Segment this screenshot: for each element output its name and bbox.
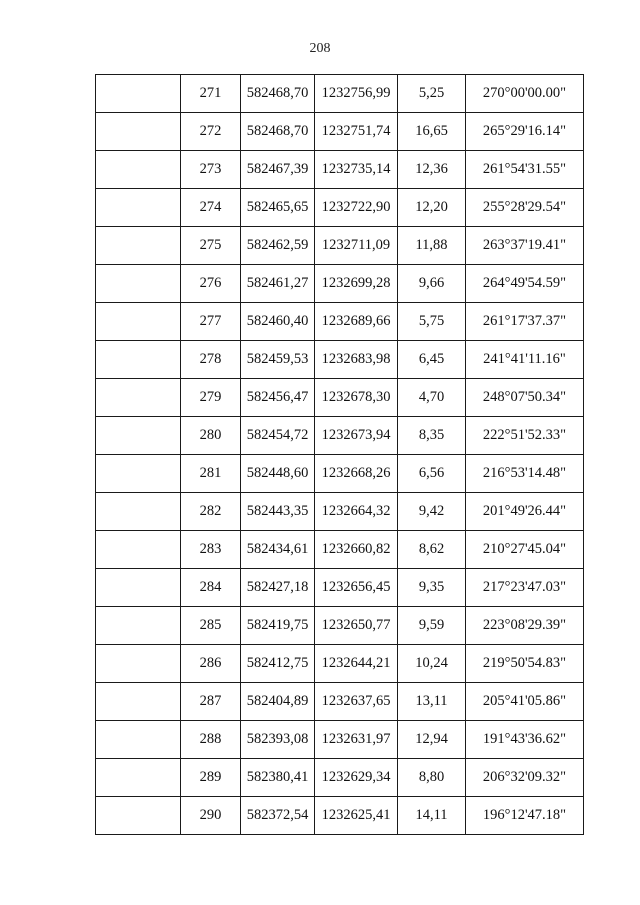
empty-cell (96, 341, 181, 379)
x-coordinate-cell-text: 582380,41 (246, 769, 309, 785)
y-coordinate-cell-text: 1232756,99 (321, 85, 391, 101)
empty-cell (96, 493, 181, 531)
direction-angle-cell (466, 455, 584, 493)
distance-cell-text: 10,24 (415, 655, 448, 671)
direction-angle-cell (466, 151, 584, 189)
x-coordinate-cell (241, 341, 315, 379)
table-row (96, 151, 584, 189)
y-coordinate-cell-text: 1232660,82 (321, 541, 391, 557)
empty-cell (96, 721, 181, 759)
direction-angle-cell (466, 645, 584, 683)
distance-cell (398, 493, 466, 531)
direction-angle-cell-text: 241°41'11.16" (483, 351, 566, 367)
direction-angle-cell (466, 683, 584, 721)
y-coordinate-cell (315, 227, 398, 265)
point-number-cell-text: 279 (199, 389, 222, 405)
y-coordinate-cell (315, 75, 398, 113)
point-number-cell-text: 275 (199, 237, 222, 253)
point-number-cell-text: 274 (199, 199, 222, 215)
point-number-cell (181, 417, 241, 455)
y-coordinate-cell-text: 1232644,21 (321, 655, 391, 671)
y-coordinate-cell-text: 1232735,14 (321, 161, 391, 177)
x-coordinate-cell-text: 582467,39 (246, 161, 309, 177)
direction-angle-cell-text: 223°08'29.39" (482, 617, 567, 633)
point-number-cell (181, 797, 241, 835)
empty-cell (96, 455, 181, 493)
table-row (96, 455, 584, 493)
distance-cell-text: 5,25 (418, 85, 445, 101)
y-coordinate-cell (315, 265, 398, 303)
table-row (96, 683, 584, 721)
x-coordinate-cell (241, 607, 315, 645)
x-coordinate-cell (241, 227, 315, 265)
direction-angle-cell (466, 265, 584, 303)
y-coordinate-cell-text: 1232678,30 (321, 389, 391, 405)
table-row (96, 189, 584, 227)
point-number-cell (181, 151, 241, 189)
distance-cell-text: 8,62 (418, 541, 445, 557)
y-coordinate-cell-text: 1232699,28 (321, 275, 391, 291)
distance-cell (398, 303, 466, 341)
direction-angle-cell (466, 303, 584, 341)
distance-cell (398, 113, 466, 151)
point-number-cell (181, 341, 241, 379)
empty-cell (96, 379, 181, 417)
distance-cell-text: 14,11 (415, 807, 448, 823)
point-number-cell (181, 113, 241, 151)
direction-angle-cell-text: 191°43'36.62" (482, 731, 567, 747)
page-number: 208 (309, 41, 331, 56)
table-row (96, 303, 584, 341)
point-number-cell-text: 281 (199, 465, 222, 481)
y-coordinate-cell (315, 151, 398, 189)
point-number-cell-text: 280 (199, 427, 222, 443)
point-number-cell-text: 282 (199, 503, 222, 519)
point-number-cell (181, 75, 241, 113)
table-row (96, 721, 584, 759)
y-coordinate-cell-text: 1232689,66 (321, 313, 391, 329)
x-coordinate-cell-text: 582468,70 (246, 85, 309, 101)
distance-cell-text: 4,70 (418, 389, 445, 405)
point-number-cell-text: 286 (199, 655, 222, 671)
point-number-cell (181, 531, 241, 569)
point-number-cell-text: 272 (199, 123, 222, 139)
direction-angle-cell (466, 531, 584, 569)
distance-cell (398, 683, 466, 721)
distance-cell (398, 227, 466, 265)
direction-angle-cell (466, 569, 584, 607)
x-coordinate-cell (241, 759, 315, 797)
point-number-cell (181, 455, 241, 493)
y-coordinate-cell-text: 1232637,65 (321, 693, 391, 709)
x-coordinate-cell (241, 569, 315, 607)
distance-cell (398, 759, 466, 797)
distance-cell-text: 9,35 (418, 579, 445, 595)
point-number-cell (181, 607, 241, 645)
direction-angle-cell-text: 219°50'54.83" (482, 655, 567, 671)
distance-cell (398, 265, 466, 303)
point-number-cell-text: 290 (199, 807, 222, 823)
x-coordinate-cell (241, 265, 315, 303)
x-coordinate-cell (241, 151, 315, 189)
distance-cell (398, 379, 466, 417)
point-number-cell (181, 265, 241, 303)
direction-angle-cell (466, 759, 584, 797)
direction-angle-cell-text: 196°12'47.18" (482, 807, 567, 823)
table-row (96, 493, 584, 531)
point-number-cell-text: 283 (199, 541, 222, 557)
y-coordinate-cell (315, 341, 398, 379)
direction-angle-cell-text: 201°49'26.44" (482, 503, 567, 519)
table-row (96, 75, 584, 113)
distance-cell (398, 189, 466, 227)
point-number-cell-text: 288 (199, 731, 222, 747)
distance-cell (398, 531, 466, 569)
y-coordinate-cell-text: 1232722,90 (321, 199, 391, 215)
x-coordinate-cell (241, 75, 315, 113)
direction-angle-cell-text: 265°29'16.14" (482, 123, 567, 139)
table-row (96, 759, 584, 797)
empty-cell (96, 189, 181, 227)
direction-angle-cell (466, 417, 584, 455)
direction-angle-cell-text: 206°32'09.32" (482, 769, 567, 785)
x-coordinate-cell (241, 531, 315, 569)
direction-angle-cell (466, 797, 584, 835)
table-row (96, 341, 584, 379)
y-coordinate-cell (315, 797, 398, 835)
y-coordinate-cell-text: 1232650,77 (321, 617, 391, 633)
direction-angle-cell-text: 217°23'47.03" (482, 579, 567, 595)
empty-cell (96, 759, 181, 797)
x-coordinate-cell (241, 455, 315, 493)
x-coordinate-cell-text: 582434,61 (246, 541, 309, 557)
direction-angle-cell-text: 263°37'19.41" (482, 237, 567, 253)
x-coordinate-cell-text: 582412,75 (246, 655, 309, 671)
x-coordinate-cell (241, 645, 315, 683)
x-coordinate-cell (241, 303, 315, 341)
table-row (96, 227, 584, 265)
x-coordinate-cell-text: 582459,53 (246, 351, 309, 367)
y-coordinate-cell-text: 1232751,74 (321, 123, 391, 139)
distance-cell (398, 341, 466, 379)
direction-angle-cell-text: 216°53'14.48" (482, 465, 567, 481)
direction-angle-cell (466, 607, 584, 645)
distance-cell-text: 9,66 (418, 275, 445, 291)
point-number-cell-text: 273 (199, 161, 222, 177)
x-coordinate-cell (241, 113, 315, 151)
direction-angle-cell-text: 261°54'31.55" (482, 161, 567, 177)
empty-cell (96, 531, 181, 569)
distance-cell-text: 11,88 (415, 237, 448, 253)
direction-angle-cell (466, 493, 584, 531)
x-coordinate-cell (241, 797, 315, 835)
distance-cell (398, 797, 466, 835)
table-row (96, 797, 584, 835)
distance-cell-text: 12,20 (415, 199, 448, 215)
direction-angle-cell-text: 205°41'05.86" (482, 693, 567, 709)
y-coordinate-cell (315, 759, 398, 797)
table-row (96, 569, 584, 607)
x-coordinate-cell-text: 582372,54 (246, 807, 309, 823)
point-number-cell (181, 645, 241, 683)
point-number-cell (181, 759, 241, 797)
coordinates-table-body (96, 75, 584, 835)
x-coordinate-cell (241, 417, 315, 455)
point-number-cell (181, 493, 241, 531)
x-coordinate-cell-text: 582419,75 (246, 617, 309, 633)
distance-cell-text: 13,11 (415, 693, 448, 709)
x-coordinate-cell-text: 582462,59 (246, 237, 309, 253)
table-row (96, 417, 584, 455)
point-number-cell (181, 721, 241, 759)
x-coordinate-cell (241, 493, 315, 531)
empty-cell (96, 265, 181, 303)
distance-cell-text: 9,59 (418, 617, 445, 633)
direction-angle-cell-text: 270°00'00.00" (482, 85, 567, 101)
distance-cell (398, 455, 466, 493)
direction-angle-cell-text: 261°17'37.37" (482, 313, 567, 329)
distance-cell (398, 569, 466, 607)
table-row (96, 113, 584, 151)
x-coordinate-cell-text: 582461,27 (246, 275, 309, 291)
direction-angle-cell-text: 264°49'54.59" (482, 275, 567, 291)
point-number-cell (181, 569, 241, 607)
distance-cell (398, 417, 466, 455)
y-coordinate-cell-text: 1232664,32 (321, 503, 391, 519)
point-number-cell (181, 303, 241, 341)
x-coordinate-cell-text: 582454,72 (246, 427, 309, 443)
distance-cell-text: 6,45 (418, 351, 445, 367)
x-coordinate-cell (241, 721, 315, 759)
distance-cell (398, 607, 466, 645)
y-coordinate-cell (315, 607, 398, 645)
direction-angle-cell-text: 210°27'45.04" (482, 541, 567, 557)
x-coordinate-cell (241, 189, 315, 227)
x-coordinate-cell (241, 683, 315, 721)
empty-cell (96, 645, 181, 683)
x-coordinate-cell-text: 582448,60 (246, 465, 309, 481)
y-coordinate-cell (315, 569, 398, 607)
direction-angle-cell (466, 113, 584, 151)
y-coordinate-cell (315, 493, 398, 531)
y-coordinate-cell (315, 455, 398, 493)
distance-cell-text: 12,36 (415, 161, 448, 177)
distance-cell-text: 6,56 (418, 465, 445, 481)
point-number-cell (181, 189, 241, 227)
empty-cell (96, 797, 181, 835)
direction-angle-cell-text: 222°51'52.33" (482, 427, 567, 443)
point-number-cell-text: 278 (199, 351, 222, 367)
direction-angle-cell (466, 721, 584, 759)
point-number-cell-text: 287 (199, 693, 222, 709)
direction-angle-cell (466, 341, 584, 379)
table-row (96, 379, 584, 417)
coordinates-table (95, 74, 584, 835)
point-number-cell-text: 277 (199, 313, 222, 329)
point-number-cell-text: 276 (199, 275, 222, 291)
table-row (96, 645, 584, 683)
x-coordinate-cell-text: 582468,70 (246, 123, 309, 139)
x-coordinate-cell-text: 582443,35 (246, 503, 309, 519)
y-coordinate-cell (315, 303, 398, 341)
y-coordinate-cell (315, 189, 398, 227)
x-coordinate-cell-text: 582460,40 (246, 313, 309, 329)
point-number-cell (181, 683, 241, 721)
empty-cell (96, 75, 181, 113)
y-coordinate-cell-text: 1232656,45 (321, 579, 391, 595)
x-coordinate-cell-text: 582456,47 (246, 389, 309, 405)
empty-cell (96, 683, 181, 721)
table-row (96, 607, 584, 645)
distance-cell (398, 721, 466, 759)
point-number-cell (181, 227, 241, 265)
distance-cell (398, 151, 466, 189)
direction-angle-cell (466, 227, 584, 265)
empty-cell (96, 113, 181, 151)
point-number-cell (181, 379, 241, 417)
y-coordinate-cell-text: 1232711,09 (321, 237, 391, 253)
table-row (96, 265, 584, 303)
point-number-cell-text: 289 (199, 769, 222, 785)
y-coordinate-cell (315, 531, 398, 569)
distance-cell-text: 8,80 (418, 769, 445, 785)
y-coordinate-cell (315, 113, 398, 151)
distance-cell (398, 75, 466, 113)
direction-angle-cell (466, 379, 584, 417)
distance-cell-text: 16,65 (415, 123, 448, 139)
point-number-cell-text: 271 (199, 85, 222, 101)
distance-cell-text: 12,94 (415, 731, 448, 747)
direction-angle-cell (466, 189, 584, 227)
empty-cell (96, 151, 181, 189)
y-coordinate-cell (315, 721, 398, 759)
direction-angle-cell (466, 75, 584, 113)
y-coordinate-cell-text: 1232625,41 (321, 807, 391, 823)
x-coordinate-cell-text: 582404,89 (246, 693, 309, 709)
y-coordinate-cell (315, 683, 398, 721)
distance-cell-text: 8,35 (418, 427, 445, 443)
point-number-cell-text: 285 (199, 617, 222, 633)
x-coordinate-cell-text: 582465,65 (246, 199, 309, 215)
direction-angle-cell-text: 255°28'29.54" (482, 199, 567, 215)
y-coordinate-cell-text: 1232631,97 (321, 731, 391, 747)
empty-cell (96, 303, 181, 341)
table-row (96, 531, 584, 569)
y-coordinate-cell (315, 417, 398, 455)
x-coordinate-cell (241, 379, 315, 417)
direction-angle-cell-text: 248°07'50.34" (482, 389, 567, 405)
point-number-cell-text: 284 (199, 579, 222, 595)
distance-cell-text: 9,42 (418, 503, 445, 519)
y-coordinate-cell (315, 645, 398, 683)
y-coordinate-cell (315, 379, 398, 417)
x-coordinate-cell-text: 582427,18 (246, 579, 309, 595)
distance-cell-text: 5,75 (418, 313, 445, 329)
y-coordinate-cell-text: 1232629,34 (321, 769, 391, 785)
y-coordinate-cell-text: 1232668,26 (321, 465, 391, 481)
empty-cell (96, 607, 181, 645)
y-coordinate-cell-text: 1232683,98 (321, 351, 391, 367)
x-coordinate-cell-text: 582393,08 (246, 731, 309, 747)
empty-cell (96, 227, 181, 265)
y-coordinate-cell-text: 1232673,94 (321, 427, 391, 443)
distance-cell (398, 645, 466, 683)
empty-cell (96, 569, 181, 607)
empty-cell (96, 417, 181, 455)
